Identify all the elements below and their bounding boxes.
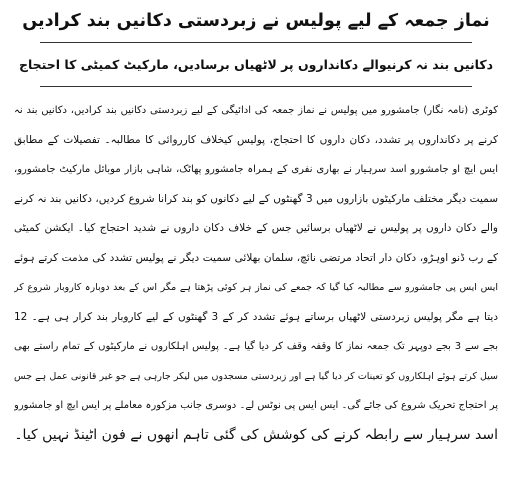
body-line: پر احتجاج تحریک شروع کی جائے گی۔ ایس ایس پی نوٹس لے۔ دوسری جانب مزکورہ معاملے پر ایس ایچ او جامشورو <box>14 400 498 411</box>
body-line: والے دکان داروں پر پولیس نے لاٹھیاں برسائیں جس کے خلاف دکان داروں نے شدید احتجاج کیا۔ ایکشن کمیٹی <box>14 222 498 234</box>
headline-divider <box>40 42 472 43</box>
body-line: دیتا ہے مگر پولیس زبردستی لاٹھیاں برساتے ہوئے تشدد کر کے 3 گھنٹوں کے لیے کاروبار بند کرار ہی ہے۔ 12 <box>14 310 498 323</box>
subheadline: دکانیں بند نہ کرنیوالے دکانداروں پر لاٹھیاں برسادیں، مارکیٹ کمیٹی کا احتجاج <box>18 57 494 72</box>
body-line: ایس ایچ او جامشورو اسد سرہیار نے بھاری نفری کے ہمراہ جامشورو پھاٹک، شاہی بازار موبائل مارکیٹ جامشورو، <box>14 164 498 175</box>
body-line: اسد سرہیار سے رابطہ کرنے کی کوشش کی گئی تاہم انھوں نے فون اٹینڈ نہیں کیا۔ <box>14 426 498 443</box>
subheadline-divider <box>40 86 472 87</box>
body-line: کوٹری (نامہ نگار) جامشورو میں پولیس نے نماز جمعہ کی ادائیگی کے لیے زبردستی دکانیں بند کرادیں، دکانیں بند نہ <box>14 105 498 116</box>
body-line: بجے سے 3 بجے دوپہر تک جمعہ نماز کا وقفہ وقف کر دیا گیا ہے۔ پولیس اہلکاروں نے مارکیٹوں کے تمام راستے بھی <box>14 341 498 352</box>
body-line: ایس ایس پی جامشورو سے مطالبہ کیا گیا کہ جمعے کی نماز ہر کوئی پڑھتا ہے مگر اس کے بعد دوبارہ کاروبار شروع کر <box>14 282 498 293</box>
body-line: کے رب ڈنو اوہڑو، دکان دار اتحاد مرتضی نائچ، سلمان بھلائی سمیت دیگر نے پولیس تشدد کی مذمت کرتے ہوئے <box>14 251 498 264</box>
article-body <box>14 96 498 450</box>
body-line: کرنے پر دکانداروں پر تشدد، دکان داروں کا احتجاج، پولیس کیخلاف کارروائی کا مطالبہ۔ تفصیلات کے مطابق <box>14 133 498 146</box>
headline: نماز جمعہ کے لیے پولیس نے زبردستی دکانیں بند کرادیں <box>22 11 490 31</box>
body-line: سمیت دیگر مختلف مارکیٹوں بازاروں میں 3 گھنٹوں کے لیے دکانوں کو بند کرانا شروع کردیں، دکانیں بند نہ کرنے <box>14 192 498 205</box>
body-line: سیل کرتے ہوئے اہلکاروں کو تعینات کر دیا گیا ہے اور زبردستی مسجدوں میں لیکر جارہی ہے جو غیر قانونی عمل ہے جس <box>14 370 498 382</box>
